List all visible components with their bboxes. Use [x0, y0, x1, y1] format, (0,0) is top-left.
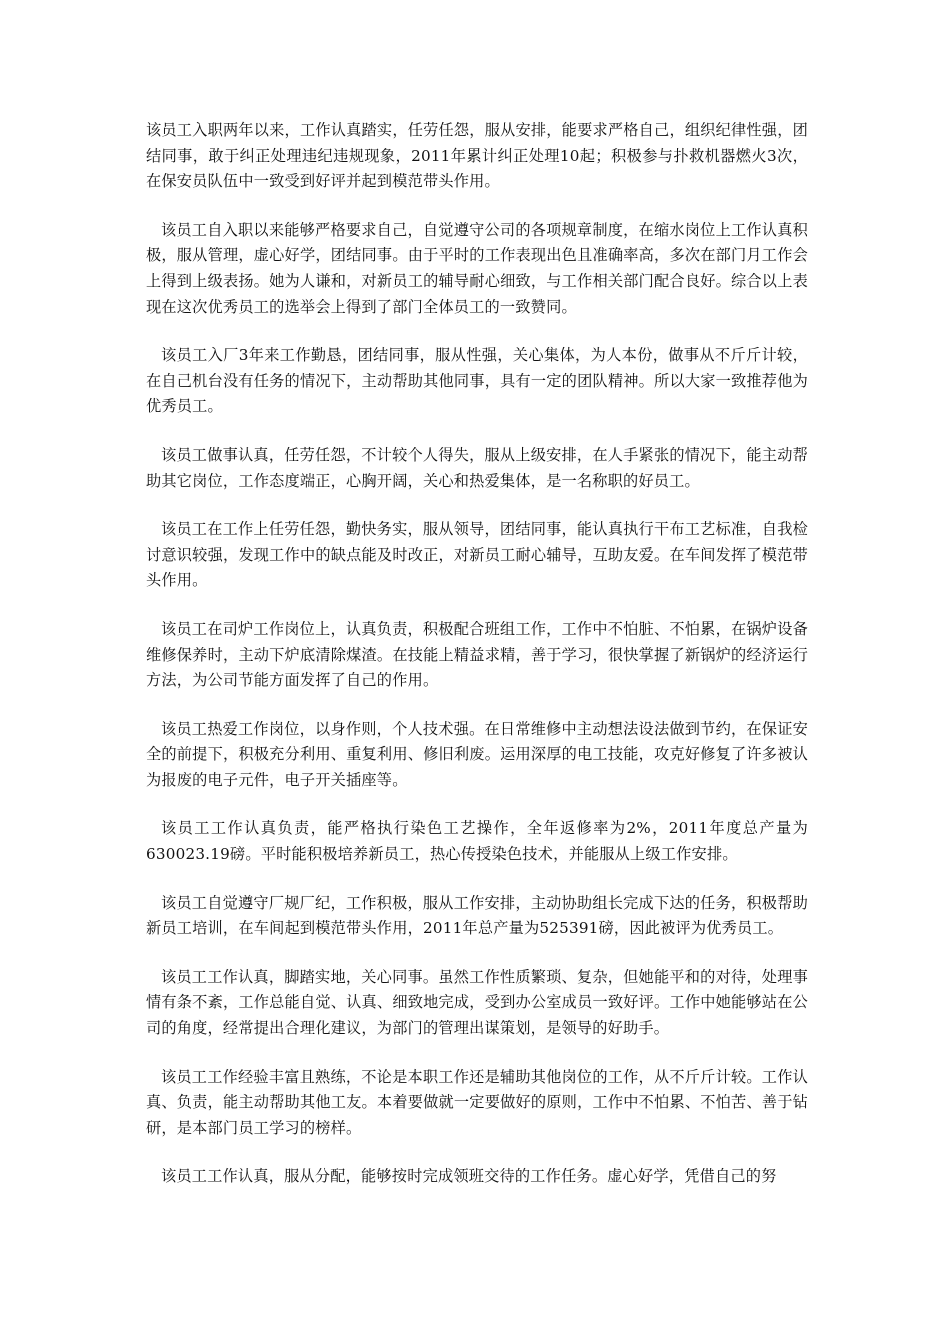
paragraph-8: 该员工工作认真负责，能严格执行染色工艺操作，全年返修率为2%，2011年度总产量为630023.19磅。平时能积极培养新员工，热心传授染色技术，并能服从上级工作安排。 — [146, 819, 808, 864]
paragraph-3: 该员工入厂3年来工作勤恳，团结同事，服从性强，关心集体，为人本份，做事从不斤斤计较，在自己机台没有任务的情况下，主动帮助其他同事，具有一定的团队精神。所以大家一致推荐他为优秀员工。 — [146, 346, 808, 416]
paragraph-10: 该员工工作认真，脚踏实地，关心同事。虽然工作性质繁琐、复杂，但她能平和的对待，处理事情有条不紊，工作总能自觉、认真、细致地完成，受到办公室成员一致好评。工作中她能够站在公司的角度，经常提出合理化建议，为部门的管理出谋策划，是领导的好助手。 — [146, 967, 808, 1038]
paragraph-2: 该员工自入职以来能够严格要求自己，自觉遵守公司的各项规章制度，在缩水岗位上工作认真积极，服从管理，虚心好学，团结同事。由于平时的工作表现出色且准确率高，多次在部门月工作会上得到上级表扬。她为人谦和，对新员工的辅导耐心细致，与工作相关部门配合良好。综合以上表现在这次优秀员工的选举会上得到了部门全体员工的一致赞同。 — [146, 220, 808, 316]
paragraph-6: 该员工在司炉工作岗位上，认真负责，积极配合班组工作，工作中不怕脏、不怕累，在锅炉设备维修保养时，主动下炉底清除煤渣。在技能上精益求精，善于学习，很快掌握了新锅炉的经济运行方法，为公司节能方面发挥了自己的作用。 — [146, 619, 808, 690]
paragraph-7: 该员工热爱工作岗位，以身作则，个人技术强。在日常维修中主动想法设法做到节约，在保证安全的前提下，积极充分利用、重复利用、修旧利废。运用深厚的电工技能，攻克好修复了许多被认为报废的电子元件，电子开关插座等。 — [146, 719, 808, 789]
paragraph-1: 该员工入职两年以来，工作认真踏实，任劳任怨，服从安排，能要求严格自己，组织纪律性强，团结同事，敢于纠正处理违纪违规现象，2011年累计纠正处理10起；积极参与扑救机器燃火3次，在保安员队伍中一致受到好评并起到模范带头作用。 — [146, 121, 808, 191]
paragraph-9: 该员工自觉遵守厂规厂纪，工作积极，服从工作安排，主动协助组长完成下达的任务，积极帮助新员工培训，在车间起到模范带头作用，2011年总产量为525391磅，因此被评为优秀员工。 — [146, 893, 808, 938]
document-page — [146, 118, 808, 1213]
paragraph-12: 该员工工作认真，服从分配，能够按时完成领班交待的工作任务。虚心好学，凭借自己的努 — [161, 1167, 777, 1186]
paragraph-4: 该员工做事认真，任劳任怨，不计较个人得失，服从上级安排，在人手紧张的情况下，能主动帮助其它岗位，工作态度端正，心胸开阔，关心和热爱集体，是一名称职的好员工。 — [146, 445, 808, 490]
paragraph-11: 该员工工作经验丰富且熟练，不论是本职工作还是辅助其他岗位的工作，从不斤斤计较。工作认真、负责，能主动帮助其他工友。本着要做就一定要做好的原则，工作中不怕累、不怕苦、善于钻研，是本部门员工学习的榜样。 — [146, 1067, 808, 1137]
paragraph-5: 该员工在工作上任劳任怨，勤快务实，服从领导，团结同事，能认真执行干布工艺标准，自我检讨意识较强，发现工作中的缺点能及时改正，对新员工耐心辅导，互助友爱。在车间发挥了模范带头作用。 — [146, 520, 808, 590]
